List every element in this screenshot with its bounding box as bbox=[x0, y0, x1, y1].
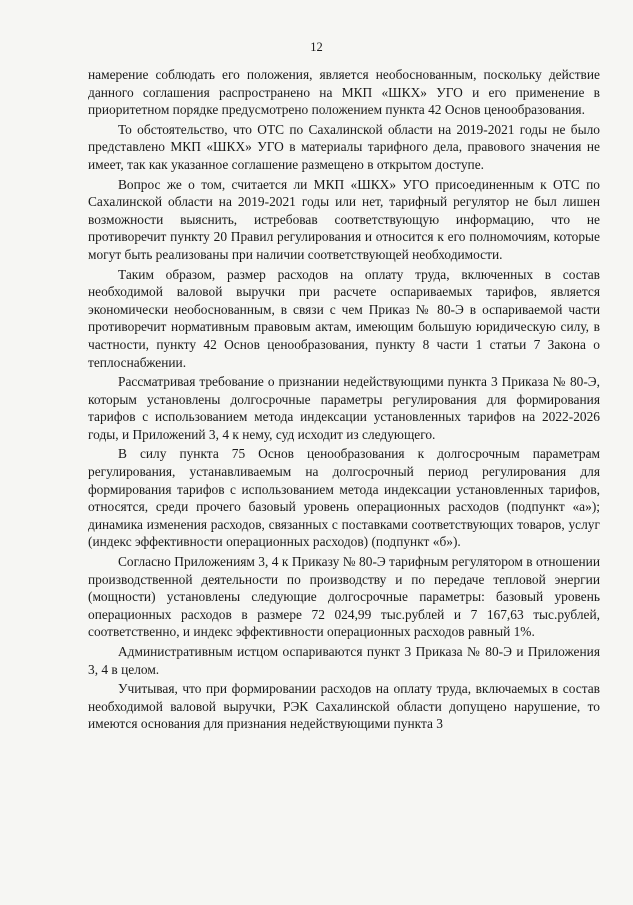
paragraph: То обстоятельство, что ОТС по Сахалинской области на 2019-2021 годы не было представлено МКП «ШКХ» УГО в материалы тарифного дела, правового значения не имеет, так как указанное соглашение размещено в открытом доступе. bbox=[88, 121, 600, 172]
page-number: 12 bbox=[310, 40, 323, 54]
paragraph: Вопрос же о том, считается ли МКП «ШКХ» УГО присоединенным к ОТС по Сахалинской области на 2019-2021 годы или нет, тарифный регулятор не был лишен возможности выяснить, истребовав соответствующую информацию, что не противоречит пункту 20 Правил регулирования и относится к его полномочиям, которые могут быть реализованы при наличии соответствующей необходимости. bbox=[88, 176, 600, 262]
paragraph: Учитывая, что при формировании расходов на оплату труда, включаемых в состав необходимой валовой выручки, РЭК Сахалинской области допущено нарушение, то имеются основания для признания недействующими пункта 3 bbox=[88, 681, 600, 732]
paragraph: намерение соблюдать его положения, является необоснованным, поскольку действие данного соглашения распространено на МКП «ШКХ» УГО и его применение в приоритетном порядке предусмотрено положением пункта 42 Основ ценообразования. bbox=[88, 67, 600, 118]
paragraph: Согласно Приложениям 3, 4 к Приказу № 80-Э тарифным регулятором в отношении производственной деятельности по производству и по передаче тепловой энергии (мощности) установлены следующие долгосрочные параметры: базовый уровень операционных расходов в размере 72 024,99 тыс.рублей и 7 167,63 тыс.рублей, соответственно, и индекс эффективности операционных расходов равный 1%. bbox=[88, 554, 600, 640]
paragraph: Административным истцом оспариваются пункт 3 Приказа № 80-Э и Приложения 3, 4 в целом. bbox=[88, 644, 600, 677]
paragraph: В силу пункта 75 Основ ценообразования к долгосрочным параметрам регулирования, устанавливаемым на долгосрочный период регулирования для формирования тарифов с использованием метода индексации установленных тарифов, относятся, среди прочего базовый уровень операционных расходов (подпункт «а»); динамика изменения расходов, связанных с поставками соответствующих товаров, услуг (индекс эффективности операционных расходов) (подпункт «б»). bbox=[88, 446, 600, 550]
paragraph: Рассматривая требование о признании недействующими пункта 3 Приказа № 80-Э, которым установлены долгосрочные параметры регулирования для формирования тарифов с использованием метода индексации установленных тарифов на 2022-2026 годы, и Приложений 3, 4 к нему, суд исходит из следующего. bbox=[88, 374, 600, 442]
paragraph: Таким образом, размер расходов на оплату труда, включенных в состав необходимой валовой выручки при расчете оспариваемых тарифов, является экономически необоснованным, в связи с чем Приказ № 80-Э в оспариваемой части противоречит нормативным правовым актам, имеющим большую юридическую силу, в частности, пункту 42 Основ ценообразования, пункту 8 части 1 статьи 7 Закона о теплоснабжении. bbox=[88, 266, 600, 370]
document-body bbox=[88, 66, 600, 735]
